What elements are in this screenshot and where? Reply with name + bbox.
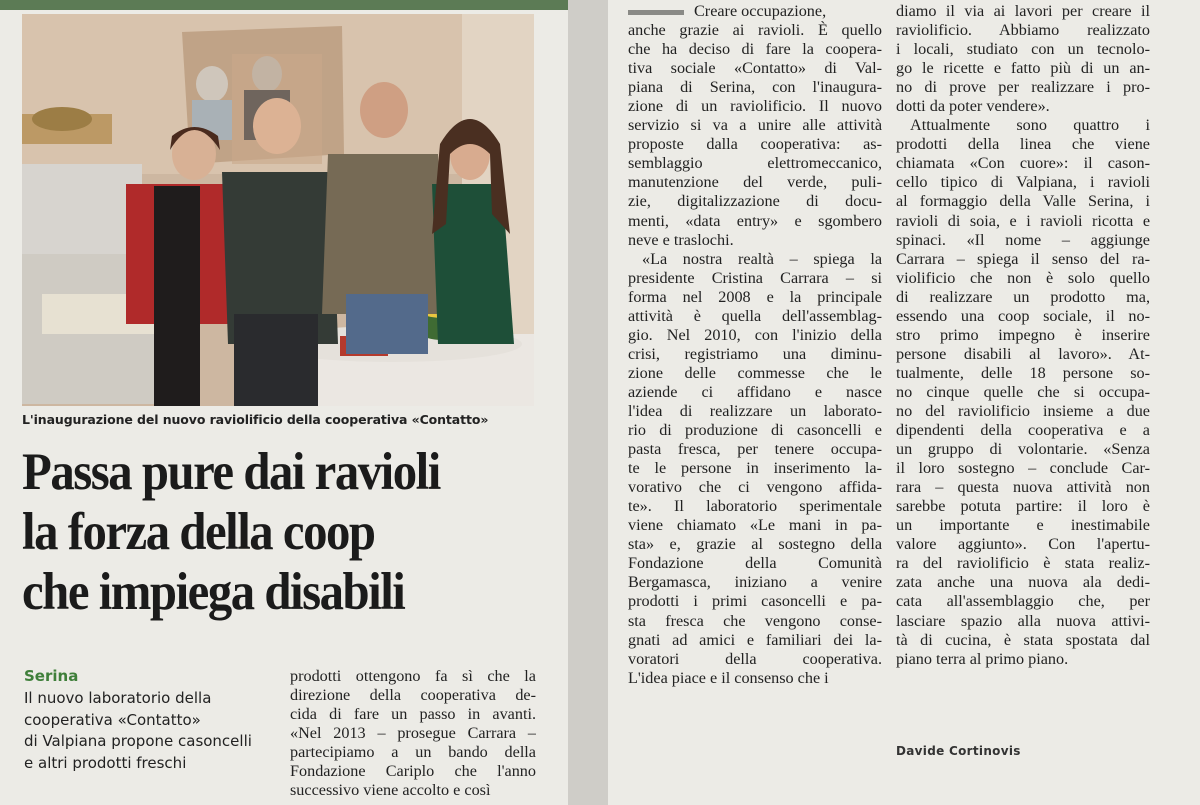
text-line: anche grazie ai ravioli. È quello <box>628 21 882 40</box>
text-line: crisi, registriamo una diminu- <box>628 344 882 363</box>
text-line: Bergamasca, iniziano a venire <box>628 573 882 592</box>
text-line: dotti da poter vendere». <box>896 97 1050 116</box>
text-line: forma nel 2008 e la principale <box>628 287 882 306</box>
section-color-bar <box>0 0 568 10</box>
text-line: sta fresca che vengono conse- <box>628 611 882 630</box>
byline: Davide Cortinovis <box>896 744 1021 758</box>
text-line: prodotti ottengono fa sì che la <box>290 667 536 685</box>
text-line: piano terra al primo piano. <box>896 649 1069 668</box>
text-line: Fondazione della Comunità <box>628 554 882 573</box>
text-line: menti, «data entry» e sgombero <box>628 211 882 230</box>
text-line: essendo una coop sociale, il no- <box>896 306 1150 325</box>
headline-line: la forza della coop <box>22 503 375 561</box>
text-line: no di prove per realizzare i pro- <box>896 78 1150 97</box>
text-line: ravioli di soia, e i ravioli ricotta e <box>896 211 1150 230</box>
right-page <box>608 0 1200 805</box>
left-body-column <box>290 667 536 800</box>
text-line: go le ricette e fatto più di un an- <box>896 59 1150 78</box>
location-kicker: Serina <box>24 667 79 685</box>
text-line: manutenzione del verde, puli- <box>628 173 882 192</box>
text-line: un importante e inestimabile <box>896 516 1150 535</box>
text-line: pasta fresca, per tenere occupa- <box>628 440 882 459</box>
text-line: di realizzare un prodotto ma, <box>896 287 1150 306</box>
text-line: chiamata «Con cuore»: il cason- <box>896 154 1150 173</box>
summary-line: e altri prodotti freschi <box>24 753 187 772</box>
paragraph-start-bar <box>628 10 684 15</box>
article-summary <box>24 688 274 774</box>
text-line: spinaci. «Il nome – aggiunge <box>896 230 1150 249</box>
text-line: «Nel 2013 – prosegue Carrara – <box>290 724 536 743</box>
text-line: no del raviolificio insieme a due <box>896 401 1150 420</box>
text-line: aziende ci affidano e nasce <box>628 382 882 401</box>
text-line: zie, digitalizzazione di docu- <box>628 192 882 211</box>
text-line: cello tipico di Valpiana, i ravioli <box>896 173 1150 192</box>
text-line: persone disabili al lavoro». At- <box>896 344 1150 363</box>
text-line: proposte dalla cooperativa: as- <box>628 135 882 154</box>
text-line: vorativo che ci vengono affida- <box>628 478 882 497</box>
text-line: il loro sostegno – conclude Car- <box>896 459 1150 478</box>
text-line: i locali, studiato con un tecnolo- <box>896 40 1150 59</box>
text-line: violificio che non è solo quello <box>896 268 1150 287</box>
text-line: valore aggiunto». Con l'apertu- <box>896 535 1150 554</box>
text-line: al formaggio della Valle Serina, i <box>896 192 1150 211</box>
text-line: zione delle commesse che le <box>628 363 882 382</box>
text-line: gio. Nel 2010, con l'inizio della <box>628 325 882 344</box>
text-line: l'idea di realizzare un laborato- <box>628 401 882 420</box>
summary-line: di Valpiana propone casoncelli <box>24 732 252 750</box>
text-line: diamo il via ai lavori per creare il <box>896 2 1150 20</box>
text-line: stro primo impegno è inserire <box>896 325 1150 344</box>
text-line: neve e traslochi. <box>628 230 734 249</box>
text-line: tiva sociale «Contatto» di Val- <box>628 59 882 78</box>
text-line: L'idea piace e il consenso che i <box>628 668 829 687</box>
text-line: te». Il laboratorio sperimentale <box>628 497 882 516</box>
text-line: successivo viene accolto e così <box>290 781 491 800</box>
summary-line: Il nuovo laboratorio della <box>24 689 212 707</box>
text-line: prodotti della linea che viene <box>896 135 1150 154</box>
headline <box>22 442 562 622</box>
text-line: un gruppo di volontarie. «Senza <box>896 440 1150 459</box>
text-line: Carrara – spiega il senso del ra- <box>896 249 1150 268</box>
summary-line: cooperativa «Contatto» <box>24 710 201 729</box>
text-line: tualmente, delle 18 persone so- <box>896 363 1150 382</box>
headline-line: che impiega disabili <box>22 563 405 621</box>
text-line: ra del raviolificio è stata realiz- <box>896 554 1150 573</box>
text-line: te le persone in inserimento la- <box>628 459 882 478</box>
text-line: zione di un raviolificio. Il nuovo <box>628 97 882 116</box>
text-line: no cinque quelle che si occupa- <box>896 382 1150 401</box>
text-line: prodotti i primi casoncelli e pa- <box>628 592 882 611</box>
text-line: Creare occupazione, <box>628 2 882 21</box>
page-gutter <box>568 0 608 805</box>
text-line: cata all'assemblaggio che, per <box>896 592 1150 611</box>
text-line: cida di fare un passo in avanti. <box>290 705 536 724</box>
text-line: voratori della cooperativa. <box>628 649 882 668</box>
text-line: raviolificio. Abbiamo realizzato <box>896 21 1150 40</box>
body-column-2 <box>896 2 1150 669</box>
text-line: servizio si va a unire alle attività <box>628 116 882 135</box>
text-line: direzione della cooperativa de- <box>290 686 536 705</box>
photo-caption: L'inaugurazione del nuovo raviolificio della cooperativa «Contatto» <box>22 412 489 427</box>
headline-line: Passa pure dai ravioli <box>22 443 440 501</box>
text-line: sarebbe potuta partire: il loro è <box>896 497 1150 516</box>
text-line: che ha deciso di fare la coopera- <box>628 40 882 59</box>
text-line: sta» e, grazie al sostegno della <box>628 535 882 554</box>
body-column-1 <box>628 2 882 688</box>
text-line: partecipiamo a un bando della <box>290 743 536 762</box>
left-page <box>0 0 568 805</box>
text-line: attività è quella dell'assemblag- <box>628 306 882 325</box>
article-photo <box>22 14 534 406</box>
text-line: Fondazione Cariplo che l'anno <box>290 762 536 781</box>
text-line: tà di cucina, è stata spostata dal <box>896 630 1150 649</box>
text-line: rio di produzione di casoncelli e <box>628 421 882 440</box>
text-line: piana di Serina, con l'inaugura- <box>628 78 882 97</box>
text-line: rara – questa nuova attività non <box>896 478 1150 497</box>
text-line: Attualmente sono quattro i <box>910 116 1150 135</box>
text-line: dipendenti della cooperativa e a <box>896 421 1150 440</box>
text-line: semblaggio elettromeccanico, <box>628 154 882 173</box>
text-line: lasciare spazio alla nuova attivi- <box>896 611 1150 630</box>
text-line: gnati ad amici e familiari dei la- <box>628 630 882 649</box>
text-line: «La nostra realtà – spiega la <box>642 249 882 268</box>
text-line: viene chiamato «Le mani in pa- <box>628 516 882 535</box>
text-line: presidente Cristina Carrara – si <box>628 268 882 287</box>
text-line: zata anche una nuova ala dedi- <box>896 573 1150 592</box>
